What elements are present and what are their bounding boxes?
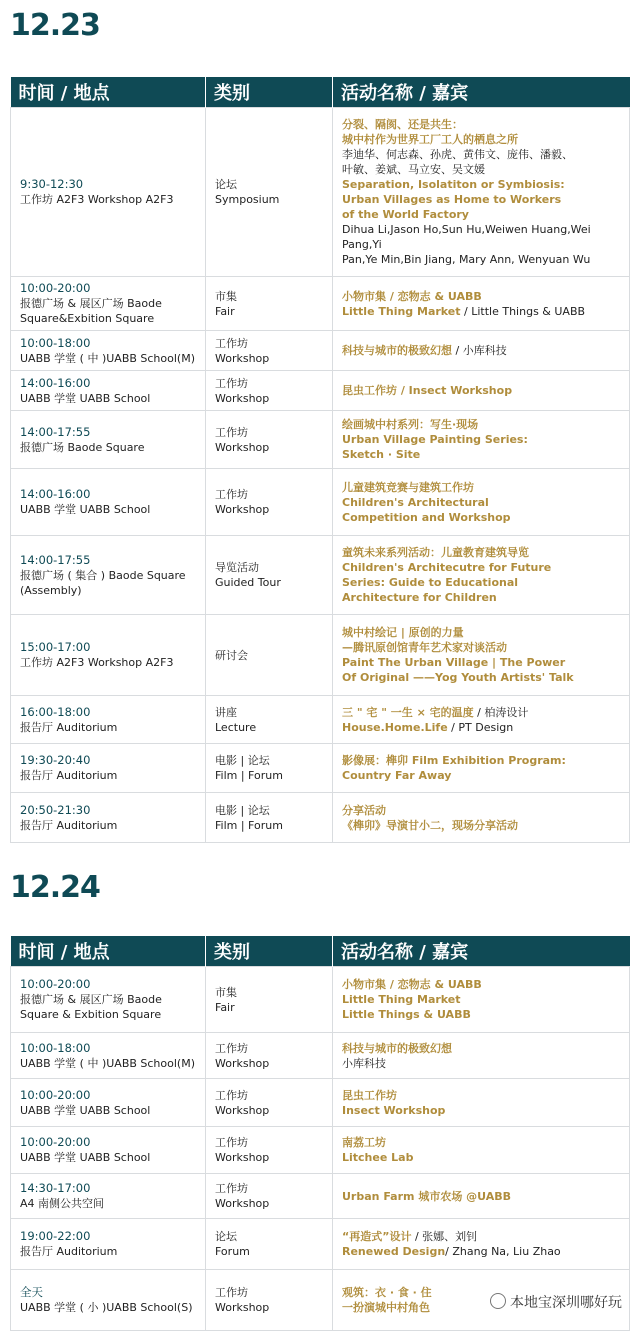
event-time: 14:00-16:00 <box>20 375 91 390</box>
activity-title: 观筑：衣 · 食 · 住 <box>342 1286 432 1299</box>
activity-host: / 柏涛设计 <box>473 705 529 719</box>
activity-cell <box>333 1127 630 1174</box>
category-en: Workshop <box>215 1197 270 1210</box>
category-cell <box>206 411 333 469</box>
column-header: 活动名称 / 嘉宾 <box>333 936 630 967</box>
activity-title: 绘画城中村系列：写生·现场 <box>342 418 479 431</box>
event-time: 10:00-20:00 <box>20 977 91 991</box>
category-cn: 市集 <box>215 289 237 303</box>
activity-line <box>342 1189 620 1204</box>
time-location-cell <box>11 277 206 331</box>
activity-title: Renewed Design <box>342 1245 446 1258</box>
category-cn: 工作坊 <box>215 1286 248 1299</box>
time-location-cell <box>11 744 206 793</box>
activity-cell <box>333 615 630 696</box>
time-location-cell <box>11 411 206 469</box>
activity-cell <box>333 277 630 331</box>
schedule-table-day1 <box>10 77 630 843</box>
activity-line <box>342 1088 620 1103</box>
event-time: 19:30-20:40 <box>20 753 91 767</box>
activity-line <box>342 818 620 833</box>
activity-title: Urban Villages as Home to Workers <box>342 193 562 206</box>
activity-line <box>342 289 620 304</box>
column-header: 时间 / 地点 <box>11 936 206 967</box>
activity-line <box>342 447 620 462</box>
event-time: 10:00-20:00 <box>20 1087 91 1102</box>
activity-line <box>342 510 620 525</box>
activity-line <box>342 670 620 685</box>
activity-line <box>342 1150 620 1165</box>
table-row <box>11 744 630 793</box>
event-time: 10:00-18:00 <box>20 1040 91 1055</box>
category-cell <box>206 108 333 277</box>
activity-line <box>342 720 620 735</box>
category-en: Fair <box>215 304 235 318</box>
table-row <box>11 536 630 615</box>
activity-title: Little Thing Market <box>342 304 461 318</box>
event-location: UABB 学堂 ( 小 )UABB School(S) <box>20 1301 193 1314</box>
activity-title: 科技与城市的极致幻想 <box>342 1041 452 1055</box>
table-row <box>11 371 630 411</box>
category-en: Workshop <box>215 503 270 516</box>
category-cn: 论坛 <box>215 1230 237 1243</box>
activity-title: Competition and Workshop <box>342 510 511 524</box>
activity-title: Sketch · Site <box>342 448 421 461</box>
category-cell <box>206 696 333 744</box>
activity-title: “再造式”设计 <box>342 1230 412 1243</box>
event-time: 9:30-12:30 <box>20 177 84 191</box>
category-cell <box>206 331 333 371</box>
activity-title: Insect Workshop <box>342 1103 446 1117</box>
table-row <box>11 469 630 536</box>
activity-host: / Zhang Na, Liu Zhao <box>445 1245 561 1258</box>
activity-cell <box>333 1033 630 1079</box>
activity-title: Country Far Away <box>342 769 452 782</box>
table-row <box>11 615 630 696</box>
time-location-cell <box>11 1270 206 1331</box>
activity-line <box>342 705 620 720</box>
activity-line <box>342 1135 620 1150</box>
category-en: Lecture <box>215 720 257 734</box>
event-location: UABB 学堂 ( 中 )UABB School(M) <box>20 351 195 365</box>
time-location-cell <box>11 615 206 696</box>
category-cn: 电影 | 论坛 <box>215 754 270 767</box>
activity-line <box>342 343 620 358</box>
time-location-cell <box>11 536 206 615</box>
date-heading-day2: 12.24 <box>10 870 100 905</box>
category-cell <box>206 371 333 411</box>
schedule-table-day2 <box>10 936 630 1331</box>
category-cell <box>206 1127 333 1174</box>
activity-guests: Dihua Li,Jason Ho,Sun Hu,Weiwen Huang,Wei Pang,Yi <box>342 223 591 251</box>
category-cell <box>206 277 333 331</box>
event-time: 19:00-22:00 <box>20 1229 91 1243</box>
event-location: UABB 学堂 UABB School <box>20 1151 151 1164</box>
activity-title: 昆虫工作坊 <box>342 1088 397 1102</box>
category-cell <box>206 1174 333 1219</box>
activity-line <box>342 1007 620 1022</box>
event-location: 工作坊 A2F3 Workshop A2F3 <box>20 193 174 206</box>
activity-title: 分裂、隔阂、还是共生： <box>342 118 463 131</box>
category-cell <box>206 469 333 536</box>
category-cn: 工作坊 <box>215 1182 248 1195</box>
activity-line <box>342 1103 620 1118</box>
time-location-cell <box>11 1174 206 1219</box>
time-location-cell <box>11 331 206 371</box>
activity-line <box>342 768 620 783</box>
activity-title: 城中村作为世界工厂工人的栖息之所 <box>342 133 518 146</box>
category-cn: 导览活动 <box>215 561 259 574</box>
activity-cell <box>333 967 630 1033</box>
category-en: Forum <box>215 1245 250 1258</box>
activity-title: 小物市集 / 恋物志 & UABB <box>342 978 482 991</box>
table-row <box>11 793 630 843</box>
event-location: 报告厅 Auditorium <box>20 720 118 734</box>
time-location-cell <box>11 967 206 1033</box>
event-location: A4 南侧公共空间 <box>20 1197 105 1210</box>
activity-line <box>342 625 620 640</box>
activity-line <box>342 590 620 605</box>
category-cell <box>206 536 333 615</box>
column-header: 类别 <box>206 77 333 108</box>
activity-line <box>342 575 620 590</box>
table-row <box>11 967 630 1033</box>
activity-line <box>342 192 620 207</box>
column-header: 活动名称 / 嘉宾 <box>333 77 630 108</box>
event-location: 报告厅 Auditorium <box>20 1245 118 1258</box>
category-cell <box>206 793 333 843</box>
event-time: 15:00-17:00 <box>20 640 91 654</box>
activity-line <box>342 640 620 655</box>
time-location-cell <box>11 1219 206 1270</box>
activity-title: —腾讯原创馆青年艺术家对谈活动 <box>342 641 507 654</box>
category-cell <box>206 1270 333 1331</box>
activity-guests: 李迪华、何志森、孙虎、黄伟文、庞伟、潘毅、 <box>342 148 573 161</box>
event-time: 20:50-21:30 <box>20 802 91 817</box>
activity-line <box>342 162 620 177</box>
activity-host: / PT Design <box>447 720 514 734</box>
activity-title: Paint The Urban Village | The Power <box>342 656 566 669</box>
activity-line <box>342 117 620 132</box>
category-cell <box>206 1219 333 1270</box>
activity-line <box>342 655 620 670</box>
event-location: 工作坊 A2F3 Workshop A2F3 <box>20 656 174 669</box>
activity-title: Litchee Lab <box>342 1151 414 1164</box>
table-row <box>11 1127 630 1174</box>
activity-title: 南荔工坊 <box>342 1136 386 1149</box>
column-header: 类别 <box>206 936 333 967</box>
category-en: Fair <box>215 1000 235 1014</box>
event-location: UABB 学堂 UABB School <box>20 1103 151 1117</box>
time-location-cell <box>11 1033 206 1079</box>
event-location: 报告厅 Auditorium <box>20 818 118 832</box>
table-row <box>11 1219 630 1270</box>
category-cn: 工作坊 <box>215 488 248 501</box>
table-row <box>11 1174 630 1219</box>
category-cn: 工作坊 <box>215 336 248 350</box>
activity-host: / 小库科技 <box>452 344 507 357</box>
time-location-cell <box>11 1079 206 1127</box>
activity-title: Series: Guide to Educational <box>342 576 519 589</box>
activity-title: 三 " 宅 " 一生 × 宅的温度 <box>342 705 474 719</box>
activity-line <box>342 207 620 222</box>
activity-cell <box>333 1079 630 1127</box>
activity-cell <box>333 1174 630 1219</box>
activity-title: 一扮演城中村角色 <box>342 1301 430 1314</box>
activity-line <box>342 222 620 252</box>
category-en: Workshop <box>215 1103 270 1117</box>
category-cn: 市集 <box>215 985 237 999</box>
activity-line <box>342 1056 620 1071</box>
activity-line <box>342 383 620 398</box>
activity-line <box>342 495 620 510</box>
activity-cell <box>333 371 630 411</box>
activity-guests: 叶敏、姜斌、马立安、吴文媛 <box>342 163 485 176</box>
activity-line <box>342 132 620 147</box>
activity-cell <box>333 108 630 277</box>
watermark <box>490 1292 622 1312</box>
activity-line <box>342 417 620 432</box>
event-location: 报德广场 Baode Square <box>20 440 145 454</box>
category-cn: 论坛 <box>215 178 237 191</box>
activity-line <box>342 545 620 560</box>
activity-line <box>342 1229 620 1244</box>
event-time: 16:00-18:00 <box>20 704 91 719</box>
category-en: Film | Forum <box>215 769 283 782</box>
event-location: UABB 学堂 ( 中 )UABB School(M) <box>20 1056 195 1070</box>
activity-guests: Pan,Ye Min,Bin Jiang, Mary Ann, Wenyuan Wu <box>342 253 591 266</box>
event-location: 报告厅 Auditorium <box>20 769 118 782</box>
category-cell <box>206 615 333 696</box>
activity-guests: 小库科技 <box>342 1056 386 1070</box>
category-en: Workshop <box>215 1056 270 1070</box>
activity-cell <box>333 469 630 536</box>
activity-title: Children's Architecutre for Future <box>342 561 552 574</box>
activity-title: 影像展：榫卯 Film Exhibition Program: <box>342 754 566 767</box>
activity-host: / Little Things & UABB <box>460 304 586 318</box>
table-row <box>11 1033 630 1079</box>
activity-title: 昆虫工作坊 / Insect Workshop <box>342 384 513 397</box>
category-en: Workshop <box>215 1301 270 1314</box>
activity-line <box>342 977 620 992</box>
activity-line <box>342 560 620 575</box>
activity-cell <box>333 793 630 843</box>
activity-line <box>342 480 620 495</box>
time-location-cell <box>11 108 206 277</box>
table-row <box>11 411 630 469</box>
activity-cell <box>333 696 630 744</box>
watermark-text: 本地宝深圳哪好玩 <box>510 1295 622 1311</box>
activity-title: 《榫卯》导演甘小二，现场分享活动 <box>342 818 518 832</box>
category-cn: 工作坊 <box>215 1136 248 1149</box>
table-row <box>11 1079 630 1127</box>
category-cn: 电影 | 论坛 <box>215 803 270 817</box>
activity-line <box>342 177 620 192</box>
category-en: Workshop <box>215 351 270 365</box>
event-time: 14:00-17:55 <box>20 424 91 439</box>
activity-host: / 张娜、刘钊 <box>411 1230 478 1243</box>
event-time: 全天 <box>20 1285 43 1299</box>
table-row <box>11 277 630 331</box>
event-location: UABB 学堂 UABB School <box>20 391 151 405</box>
activity-title: Children's Architectural <box>342 495 489 509</box>
activity-line <box>342 1041 620 1056</box>
activity-line <box>342 304 620 319</box>
activity-line <box>342 432 620 447</box>
activity-cell <box>333 744 630 793</box>
wechat-logo-icon <box>490 1293 506 1309</box>
category-cn: 工作坊 <box>215 425 248 439</box>
activity-title: of the World Factory <box>342 208 469 221</box>
category-en: Workshop <box>215 391 270 405</box>
category-en: Workshop <box>215 440 270 454</box>
category-en: Film | Forum <box>215 818 283 832</box>
event-location: UABB 学堂 UABB School <box>20 503 151 516</box>
activity-cell <box>333 1219 630 1270</box>
category-cn: 工作坊 <box>215 376 248 390</box>
category-en: Symposium <box>215 193 280 206</box>
activity-title: 小物市集 / 恋物志 & UABB <box>342 289 482 303</box>
table-row <box>11 696 630 744</box>
table-row <box>11 331 630 371</box>
time-location-cell <box>11 1127 206 1174</box>
category-cn: 工作坊 <box>215 1041 248 1055</box>
activity-title: Urban Village Painting Series: <box>342 433 528 446</box>
event-time: 14:00-16:00 <box>20 487 91 501</box>
activity-line <box>342 753 620 768</box>
activity-line <box>342 252 620 267</box>
time-location-cell <box>11 696 206 744</box>
activity-line <box>342 992 620 1007</box>
activity-title: 童筑未来系列活动：儿童教育建筑导览 <box>342 546 529 559</box>
activity-title: 儿童建筑竞赛与建筑工作坊 <box>342 480 474 494</box>
activity-cell <box>333 331 630 371</box>
activity-title: Little Thing Market <box>342 993 461 1006</box>
activity-title: Architecture for Children <box>342 591 497 604</box>
column-header: 时间 / 地点 <box>11 77 206 108</box>
event-location: 报德广场 & 展区广场 Baode Square & Exbition Square <box>20 993 162 1021</box>
event-time: 10:00-20:00 <box>20 281 91 295</box>
category-cn: 工作坊 <box>215 1088 248 1102</box>
event-time: 10:00-20:00 <box>20 1135 91 1149</box>
activity-line <box>342 1244 620 1259</box>
activity-line <box>342 147 620 162</box>
event-location: 报德广场 ( 集合 ) Baode Square (Assembly) <box>20 568 186 597</box>
activity-title: Urban Farm 城市农场 @UABB <box>342 1189 512 1203</box>
category-cell <box>206 967 333 1033</box>
category-cell <box>206 1079 333 1127</box>
table-row <box>11 108 630 277</box>
activity-title: Of Original ——Yog Youth Artists' Talk <box>342 671 574 684</box>
category-cell <box>206 744 333 793</box>
activity-title: 科技与城市的极致幻想 <box>342 344 452 357</box>
activity-cell <box>333 411 630 469</box>
time-location-cell <box>11 469 206 536</box>
activity-line <box>342 803 620 818</box>
activity-cell <box>333 536 630 615</box>
category-en: Workshop <box>215 1151 270 1164</box>
date-heading-day1: 12.23 <box>10 8 100 43</box>
event-location: 报德广场 & 展区广场 Baode Square&Exbition Square <box>20 297 162 325</box>
category-cn: 研讨会 <box>215 648 248 662</box>
time-location-cell <box>11 371 206 411</box>
activity-title: House.Home.Life <box>342 720 448 734</box>
category-cell <box>206 1033 333 1079</box>
activity-title: Little Things & UABB <box>342 1008 471 1021</box>
time-location-cell <box>11 793 206 843</box>
event-time: 14:30-17:00 <box>20 1181 91 1195</box>
category-cn: 讲座 <box>215 705 237 719</box>
activity-title: Separation, Isolatiton or Symbiosis: <box>342 178 565 191</box>
event-time: 10:00-18:00 <box>20 335 91 350</box>
category-en: Guided Tour <box>215 576 281 589</box>
activity-title: 城中村绘记 | 原创的力量 <box>342 626 464 639</box>
activity-title: 分享活动 <box>342 803 386 817</box>
event-time: 14:00-17:55 <box>20 552 91 567</box>
